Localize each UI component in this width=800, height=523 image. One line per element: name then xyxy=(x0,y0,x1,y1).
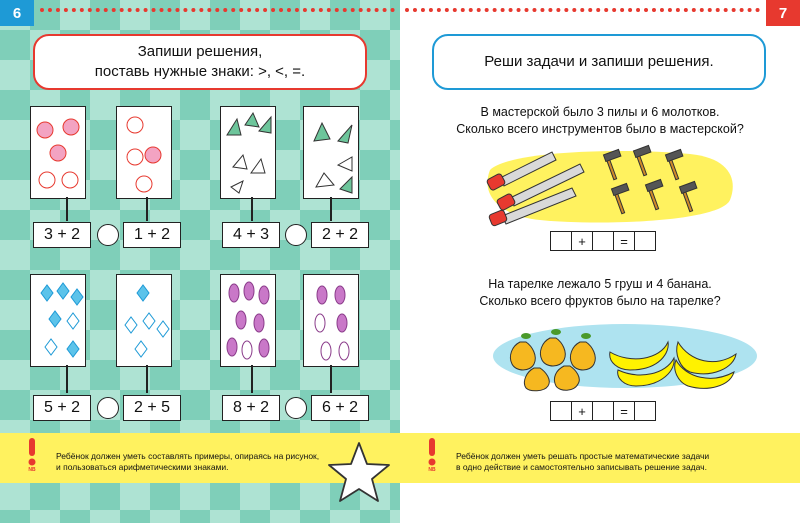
answer-cell[interactable] xyxy=(550,401,572,421)
comparison-circle[interactable] xyxy=(285,224,307,246)
expression-box: 8 + 2 xyxy=(222,395,280,421)
parent-note-line-1: Ребёнок должен уметь составлять примеры, опираясь на рисунок, xyxy=(56,451,320,461)
picture-card-circles-outline xyxy=(116,106,172,199)
tools-illustration xyxy=(480,140,740,230)
picture-card-triangles-green xyxy=(220,106,276,199)
task-1-text xyxy=(420,104,780,138)
expression-box: 5 + 2 xyxy=(33,395,91,421)
plus-cell: + xyxy=(571,401,593,421)
instruction-box-left xyxy=(33,34,367,90)
picture-card-circles-pink xyxy=(30,106,86,199)
picture-card-diamonds-blue xyxy=(30,274,86,367)
green-triangles-icon xyxy=(304,107,358,198)
picture-card-diamonds-outline xyxy=(116,274,172,367)
expression-box: 1 + 2 xyxy=(123,222,181,248)
star-icon xyxy=(326,440,392,506)
plus-cell: + xyxy=(571,231,593,251)
comparison-circle[interactable] xyxy=(97,224,119,246)
picture-card-ovals-outline xyxy=(303,274,359,367)
expression-box: 2 + 2 xyxy=(311,222,369,248)
expression-box: 2 + 5 xyxy=(123,395,181,421)
answer-cell[interactable] xyxy=(550,231,572,251)
page-number-right: 7 xyxy=(766,0,800,26)
task-1-line-2: Сколько всего инструментов было в мастерской? xyxy=(456,122,744,136)
equals-cell: = xyxy=(613,231,635,251)
blue-diamonds-icon xyxy=(31,275,85,366)
parent-note-line-2: и пользоваться арифметическими знаками. xyxy=(56,462,229,472)
right-page xyxy=(400,0,800,523)
blue-diamonds-icon xyxy=(117,275,171,366)
answer-cell[interactable] xyxy=(634,231,656,251)
svg-text:NB: NB xyxy=(428,467,436,472)
fruit-plate-illustration xyxy=(490,312,760,392)
answer-cell[interactable] xyxy=(592,231,614,251)
exclamation-icon xyxy=(20,436,44,472)
task-2-line-1: На тарелке лежало 5 груш и 4 банана. xyxy=(488,277,712,291)
pink-circles-icon xyxy=(117,107,171,198)
task-1-line-1: В мастерской было 3 пилы и 6 молотков. xyxy=(480,105,720,119)
connector-line xyxy=(146,197,148,221)
page-number-left: 6 xyxy=(0,0,34,26)
connector-line xyxy=(251,365,253,393)
picture-card-ovals-purple xyxy=(220,274,276,367)
connector-line xyxy=(146,365,148,393)
parent-note-right xyxy=(456,451,709,473)
dotted-line-left xyxy=(40,8,395,16)
instruction-line-1: Запиши решения, xyxy=(137,43,263,60)
pink-circles-icon xyxy=(31,107,85,198)
answer-cell[interactable] xyxy=(634,401,656,421)
instruction-text: Реши задачи и запиши решения. xyxy=(484,53,714,70)
task-2-line-2: Сколько всего фруктов было на тарелке? xyxy=(479,294,721,308)
equals-cell: = xyxy=(613,401,635,421)
task-2-text xyxy=(420,276,780,310)
connector-line xyxy=(66,197,68,221)
answer-row-2 xyxy=(551,401,656,421)
answer-row-1 xyxy=(551,231,656,251)
purple-ovals-icon xyxy=(221,275,275,366)
purple-ovals-icon xyxy=(304,275,358,366)
connector-line xyxy=(330,197,332,221)
svg-text:NB: NB xyxy=(28,467,36,472)
connector-line xyxy=(330,365,332,393)
parent-note-left xyxy=(56,451,319,473)
parent-note-line-1: Ребёнок должен уметь решать простые математические задачи xyxy=(456,451,710,461)
comparison-circle[interactable] xyxy=(285,397,307,419)
expression-box: 4 + 3 xyxy=(222,222,280,248)
instruction-line-2: поставь нужные знаки: >, <, =. xyxy=(94,63,306,80)
comparison-circle[interactable] xyxy=(97,397,119,419)
green-triangles-icon xyxy=(221,107,275,198)
expression-box: 6 + 2 xyxy=(311,395,369,421)
parent-note-line-2: в одно действие и самостоятельно записывать решение задач. xyxy=(456,462,707,472)
expression-box: 3 + 2 xyxy=(33,222,91,248)
answer-cell[interactable] xyxy=(592,401,614,421)
picture-card-triangles-outline xyxy=(303,106,359,199)
exclamation-icon xyxy=(420,436,444,472)
connector-line xyxy=(66,365,68,393)
connector-line xyxy=(251,197,253,221)
instruction-box-right xyxy=(432,34,766,90)
dotted-line-right xyxy=(405,8,760,16)
